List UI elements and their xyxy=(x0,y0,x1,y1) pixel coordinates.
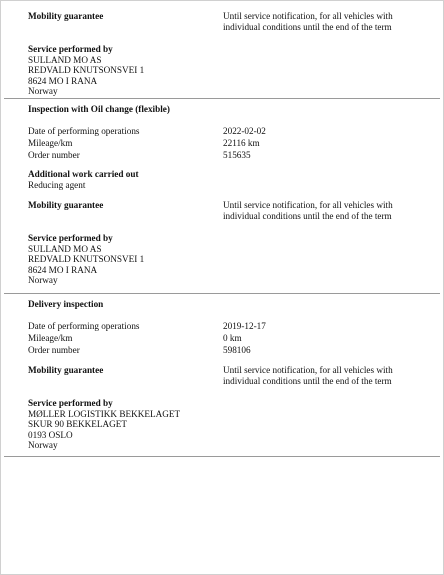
performer-name: SULLAND MO AS xyxy=(28,54,102,65)
mobility-guarantee-row xyxy=(28,365,428,386)
performer-name: SULLAND MO AS xyxy=(28,243,102,254)
detail-row xyxy=(28,150,428,161)
service-performer-block xyxy=(28,398,428,451)
performer-city: 8624 MO I RANA xyxy=(28,264,98,275)
performer-street: REDVALD KNUTSONSVEI 1 xyxy=(28,65,145,75)
performer-country: Norway xyxy=(28,86,58,96)
service-performed-label: Service performed by xyxy=(28,44,113,54)
service-performed-label: Service performed by xyxy=(28,398,113,408)
date-value: 2019-12-17 xyxy=(223,320,266,331)
additional-work-block xyxy=(28,169,428,190)
mobility-guarantee-row xyxy=(28,11,428,32)
mileage-label: Mileage/km xyxy=(28,332,73,343)
order-number-label: Order number xyxy=(28,149,80,160)
performer-street: REDVALD KNUTSONSVEI 1 xyxy=(28,254,145,264)
additional-work-value: Reducing agent xyxy=(28,179,86,190)
service-performed-label: Service performed by xyxy=(28,233,113,243)
order-number-value: 598106 xyxy=(223,344,251,355)
mobility-guarantee-value: Until service notification, for all vehicles with individual conditions until the end of the term xyxy=(223,365,393,386)
detail-row xyxy=(28,321,428,332)
detail-row xyxy=(28,138,428,149)
service-performer-block xyxy=(28,44,428,97)
service-section-oil-change xyxy=(28,104,428,286)
mileage-label: Mileage/km xyxy=(28,137,73,148)
section-title: Delivery inspection xyxy=(28,299,104,309)
performer-country: Norway xyxy=(28,275,58,285)
mileage-value: 0 km xyxy=(223,332,242,343)
performer-city: 8624 MO I RANA xyxy=(28,75,98,86)
order-number-value: 515635 xyxy=(223,149,251,160)
mileage-value: 22116 km xyxy=(223,137,260,148)
mobility-guarantee-label: Mobility guarantee xyxy=(28,365,104,375)
performer-city: 0193 OSLO xyxy=(28,429,73,440)
mobility-guarantee-value: Until service notification, for all vehicles with individual conditions until the end of the term xyxy=(223,200,393,221)
service-performer-block xyxy=(28,233,428,286)
date-label: Date of performing operations xyxy=(28,320,140,331)
top-block xyxy=(28,11,428,97)
divider xyxy=(4,98,440,99)
mobility-guarantee-row xyxy=(28,200,428,221)
detail-row xyxy=(28,126,428,137)
additional-work-label: Additional work carried out xyxy=(28,169,139,179)
divider xyxy=(4,293,440,294)
performer-country: Norway xyxy=(28,440,58,450)
performer-street: SKUR 90 BEKKELAGET xyxy=(28,419,128,429)
mobility-guarantee-value: Until service notification, for all vehicles with individual conditions until the end of the term xyxy=(223,11,393,32)
order-number-label: Order number xyxy=(28,344,80,355)
mobility-guarantee-label: Mobility guarantee xyxy=(28,11,104,21)
date-value: 2022-02-02 xyxy=(223,125,266,136)
section-title: Inspection with Oil change (flexible) xyxy=(28,104,170,114)
date-label: Date of performing operations xyxy=(28,125,140,136)
detail-row xyxy=(28,345,428,356)
performer-name: MØLLER LOGISTIKK BEKKELAGET xyxy=(28,408,181,419)
divider xyxy=(4,456,440,457)
service-section-delivery-inspection xyxy=(28,299,428,451)
mobility-guarantee-label: Mobility guarantee xyxy=(28,200,104,210)
detail-row xyxy=(28,333,428,344)
